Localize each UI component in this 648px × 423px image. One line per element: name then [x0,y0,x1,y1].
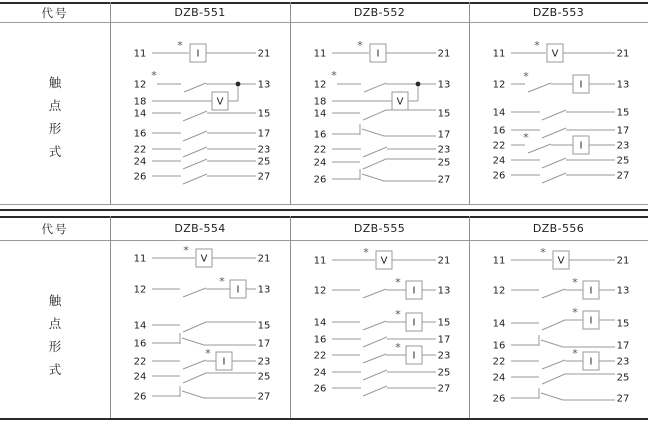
meter-letter: V [557,255,565,267]
meter-letter: V [380,255,388,267]
table1-bottom-border [0,209,648,211]
terminal-label: 24 [313,157,327,169]
terminal-label: 15 [616,318,630,330]
meter-letter: V [551,48,559,60]
wire [363,289,386,298]
terminal-label: 21 [616,255,630,267]
wire [183,147,207,157]
meter-letter: I [579,79,583,91]
asterisk-mark: * [534,39,540,52]
table2-row-label-contact-form [0,241,110,418]
terminal-label: 23 [616,140,630,152]
table2-code-header: 代号 [41,221,69,236]
meter-letter: I [236,284,240,296]
wire [362,129,384,136]
terminal-label: 12 [313,79,327,91]
wire [542,320,565,330]
terminal-label: 14 [313,108,327,120]
wire [363,110,386,120]
terminal-label: 17 [437,129,451,141]
table1-model-header-dzb-552: DZB-552 [353,6,406,19]
wire [183,159,207,169]
terminal-label: 25 [437,157,451,169]
terminal-label: 26 [492,170,506,182]
terminal-label: 16 [492,125,506,137]
terminal-label: 22 [492,356,506,368]
terminal-label: 12 [492,285,506,297]
label-char: 形 [48,121,62,136]
terminal-label: 22 [313,144,327,156]
terminal-label: 23 [616,356,630,368]
terminal-label: 16 [492,340,506,352]
asterisk-mark: * [523,131,529,144]
terminal-label: 13 [437,79,451,91]
wire [541,393,563,400]
wire [183,131,207,141]
terminal-label: 23 [257,356,271,368]
wire [363,370,387,380]
contact-diagram-dzb-556 [469,241,648,418]
wire [363,147,387,157]
terminal-label: 15 [257,320,271,332]
asterisk-mark: * [395,341,401,354]
terminal-label: 25 [257,156,271,168]
asterisk-mark: * [219,275,225,288]
meter-letter: I [579,140,583,152]
terminal-label: 24 [492,372,506,384]
wire [363,321,386,330]
label-char: 点 [48,315,62,331]
terminal-label: 27 [257,171,271,183]
wire [542,128,566,138]
terminal-label: 14 [133,108,147,120]
meter-letter: I [589,315,593,327]
terminal-label: 23 [437,350,451,362]
label-char: 式 [48,144,62,159]
terminal-label: 13 [257,284,271,296]
wire [542,158,566,168]
label-char: 形 [48,338,62,354]
label-char: 点 [48,98,62,113]
terminal-label: 13 [616,285,630,297]
asterisk-mark: * [183,244,189,257]
terminal-label: 21 [437,48,451,60]
table2-model-header-dzb-555: DZB-555 [353,222,406,235]
table1-header-underline [0,22,648,23]
wire [182,338,204,345]
junction-dot [236,82,241,87]
terminal-label: 14 [492,107,506,119]
meter-letter: I [196,48,200,60]
wire [363,354,386,363]
asterisk-mark: * [331,69,337,82]
terminal-label: 23 [437,144,451,156]
terminal-label: 12 [133,284,147,296]
wire [363,159,386,169]
asterisk-mark: * [540,246,546,259]
label-char: 式 [48,361,62,377]
meter-letter: V [200,253,208,265]
terminal-label: 15 [437,317,451,329]
terminal-label: 12 [313,285,327,297]
terminal-label: 16 [313,334,327,346]
contact-diagram-dzb-554 [110,241,290,418]
terminal-label: 15 [616,107,630,119]
table2-model-header-dzb-554: DZB-554 [174,222,226,235]
table1-code-header: 代号 [41,5,69,20]
terminal-label: 16 [133,338,147,350]
terminal-label: 15 [437,108,451,120]
table2-model-header-dzb-556: DZB-556 [532,222,585,235]
terminal-label: 21 [616,48,630,60]
terminal-label: 11 [313,255,327,267]
wire [183,111,207,121]
terminal-label: 23 [257,144,271,156]
meter-letter: I [412,285,416,297]
wire [182,391,204,398]
meter-letter: I [412,350,416,362]
terminal-label: 27 [437,174,451,186]
terminal-label: 13 [257,79,271,91]
terminal-label: 14 [492,318,506,330]
wire [183,360,206,369]
asterisk-mark: * [395,276,401,289]
wire [363,337,387,347]
table1-model-header-dzb-553: DZB-553 [532,6,585,19]
terminal-label: 26 [313,174,327,186]
asterisk-mark: * [523,70,529,83]
asterisk-mark: * [357,39,363,52]
meter-letter: I [222,356,226,368]
wire [183,288,206,297]
wire [364,83,386,92]
meter-letter: V [396,96,404,108]
terminal-label: 11 [492,255,506,267]
terminal-label: 16 [133,128,147,140]
terminal-label: 25 [437,367,451,379]
label-char: 触 [48,75,62,90]
terminal-label: 25 [616,372,630,384]
meter-letter: I [589,356,593,368]
wire [541,340,563,347]
terminal-label: 12 [492,79,506,91]
terminal-label: 22 [492,140,506,152]
wire [528,144,551,153]
asterisk-mark: * [572,306,578,319]
table1-row-label-contact-form [0,24,110,204]
terminal-label: 11 [492,48,506,60]
wire [183,373,206,383]
terminal-label: 14 [313,317,327,329]
terminal-label: 27 [257,391,271,403]
terminal-label: 14 [133,320,147,332]
terminal-label: 24 [133,371,147,383]
terminal-label: 13 [616,79,630,91]
terminal-label: 11 [313,48,327,60]
asterisk-mark: * [572,276,578,289]
terminal-label: 15 [257,108,271,120]
contact-diagram-dzb-555 [290,241,469,418]
asterisk-mark: * [572,347,578,360]
terminal-label: 21 [257,48,271,60]
wire [542,374,565,384]
terminal-label: 21 [437,255,451,267]
wire [528,83,551,92]
terminal-label: 22 [133,144,147,156]
terminal-label: 13 [437,285,451,297]
terminal-label: 11 [133,253,147,265]
contact-diagram-dzb-551 [110,24,290,204]
wire [542,173,566,183]
wire [363,386,387,396]
terminal-label: 25 [257,371,271,383]
terminal-label: 27 [437,383,451,395]
terminal-label: 25 [616,155,630,167]
meter-letter: I [376,48,380,60]
wire [542,360,565,369]
asterisk-mark: * [177,39,183,52]
wire [542,289,565,298]
wire [184,83,206,92]
terminal-label: 22 [133,356,147,368]
terminal-label: 17 [257,128,271,140]
meter-letter: I [412,317,416,329]
terminal-label: 22 [313,350,327,362]
asterisk-mark: * [205,347,211,360]
table2-bottom-border [0,418,648,420]
terminal-label: 17 [616,340,630,352]
asterisk-mark: * [395,308,401,321]
contact-diagram-dzb-552 [290,24,469,204]
table1-model-header-dzb-551: DZB-551 [174,6,226,19]
junction-dot [416,82,421,87]
terminal-label: 16 [313,129,327,141]
terminal-label: 17 [616,125,630,137]
wire [183,174,207,184]
terminal-label: 24 [492,155,506,167]
terminal-label: 27 [616,393,630,405]
terminal-label: 17 [437,334,451,346]
table1-body-bottom-line [0,204,648,205]
wire [183,322,206,332]
terminal-label: 24 [313,367,327,379]
terminal-label: 18 [313,96,327,108]
terminal-label: 27 [616,170,630,182]
asterisk-mark: * [363,246,369,259]
terminal-label: 26 [313,383,327,395]
terminal-label: 26 [492,393,506,405]
meter-letter: I [589,285,593,297]
terminal-label: 11 [133,48,147,60]
asterisk-mark: * [151,69,157,82]
terminal-label: 21 [257,253,271,265]
terminal-label: 12 [133,79,147,91]
label-char: 触 [48,292,62,308]
terminal-label: 26 [133,171,147,183]
meter-letter: V [216,96,224,108]
terminal-label: 18 [133,96,147,108]
terminal-label: 26 [133,391,147,403]
contact-diagram-dzb-553 [469,24,648,204]
wire [362,174,384,181]
terminal-label: 24 [133,156,147,168]
wire [542,110,566,120]
terminal-label: 17 [257,338,271,350]
